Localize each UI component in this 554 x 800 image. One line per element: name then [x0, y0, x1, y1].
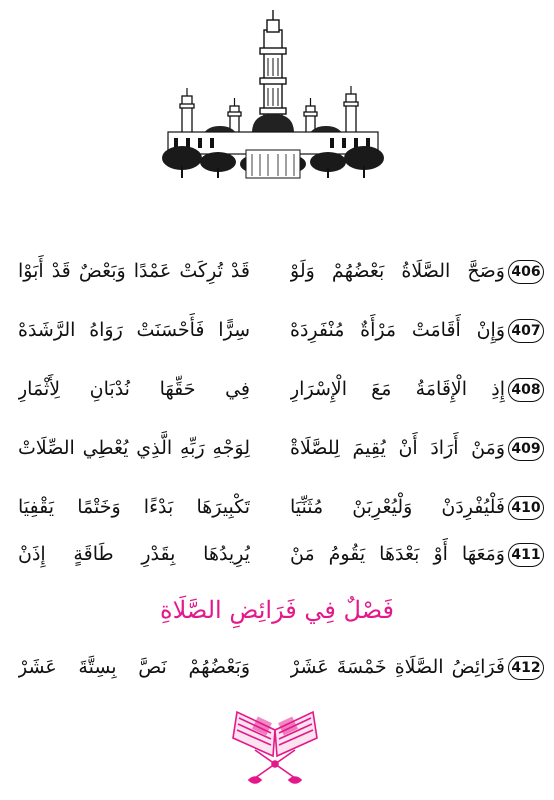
- verse-second-hemistich: وَبَعْضُهُمْ نَصَّ بِسِتَّةَ عَشَرْ: [18, 656, 250, 678]
- quran-stand-icon: [225, 690, 325, 790]
- verse-number: 406: [508, 260, 544, 284]
- verse-row-412: [0, 650, 554, 690]
- verse-number: 407: [508, 319, 544, 343]
- verse-row-408: [0, 372, 554, 412]
- verse-first-hemistich: وَمَنْ أَرَادَ أَنْ يُقِيمَ لِلصَّلَاةْ: [290, 437, 505, 459]
- verse-number: 409: [508, 437, 544, 461]
- verse-row-407: [0, 313, 554, 353]
- verse-first-hemistich: وَصَحَّ الصَّلَاةُ بَعْضُهُمْ وَلَوْ: [290, 260, 505, 282]
- verse-row-409: [0, 431, 554, 471]
- verse-first-hemistich: وَمَعَهَا أَوْ بَعْدَهَا يَقُومُ مَنْ: [290, 543, 505, 565]
- verse-second-hemistich: سِرًّا فَأَحْسَنَتْ رَوَاهُ الرَّشَدَهْ: [18, 319, 250, 341]
- verse-second-hemistich: قَدْ تُرِكَتْ عَمْدًا وَبَعْضٌ قَدْ أَبَوْا: [18, 260, 250, 282]
- verse-second-hemistich: لِوَجْهِ رَبِّهِ الَّذِي يُعْطِي الصِّلَاتْ: [18, 437, 250, 459]
- section-title: فَصْلٌ فِي فَرَائِضِ الصَّلَاةِ: [160, 596, 394, 624]
- verse-first-hemistich: فَلْيُفْرِدَنْ وَلْيُعْرِبَنْ مُثَنِّيَا: [290, 496, 505, 518]
- verse-number: 408: [508, 378, 544, 402]
- verse-number: 412: [508, 656, 544, 680]
- verse-second-hemistich: تَكْبِيرَهَا بَدْءًا وَخَتْمًا يَقْفِيَا: [18, 496, 250, 518]
- verse-first-hemistich: وَإِنْ أَقَامَتْ مَرْأَةٌ مُنْفَرِدَهْ: [290, 319, 505, 341]
- verse-row-406: [0, 254, 554, 294]
- verse-number: 411: [508, 543, 544, 567]
- verse-number: 410: [508, 496, 544, 520]
- mosque-illustration: [160, 8, 385, 180]
- verse-row-410: [0, 490, 554, 530]
- verse-second-hemistich: فِي حَقِّهَا نُدْبَانِ لِأَثْمَارِ: [18, 378, 250, 400]
- verse-row-411: [0, 537, 554, 577]
- verse-first-hemistich: فَرَائِضُ الصَّلَاةِ خَمْسَةَ عَشَرْ: [290, 656, 505, 678]
- verse-second-hemistich: يُرِيدُهَا بِقَدْرِ طَاقَةٍ إِذَنْ: [18, 543, 250, 565]
- verse-first-hemistich: إِذِ الْإِقَامَةُ مَعَ الْإِسْرَارِ: [290, 378, 505, 400]
